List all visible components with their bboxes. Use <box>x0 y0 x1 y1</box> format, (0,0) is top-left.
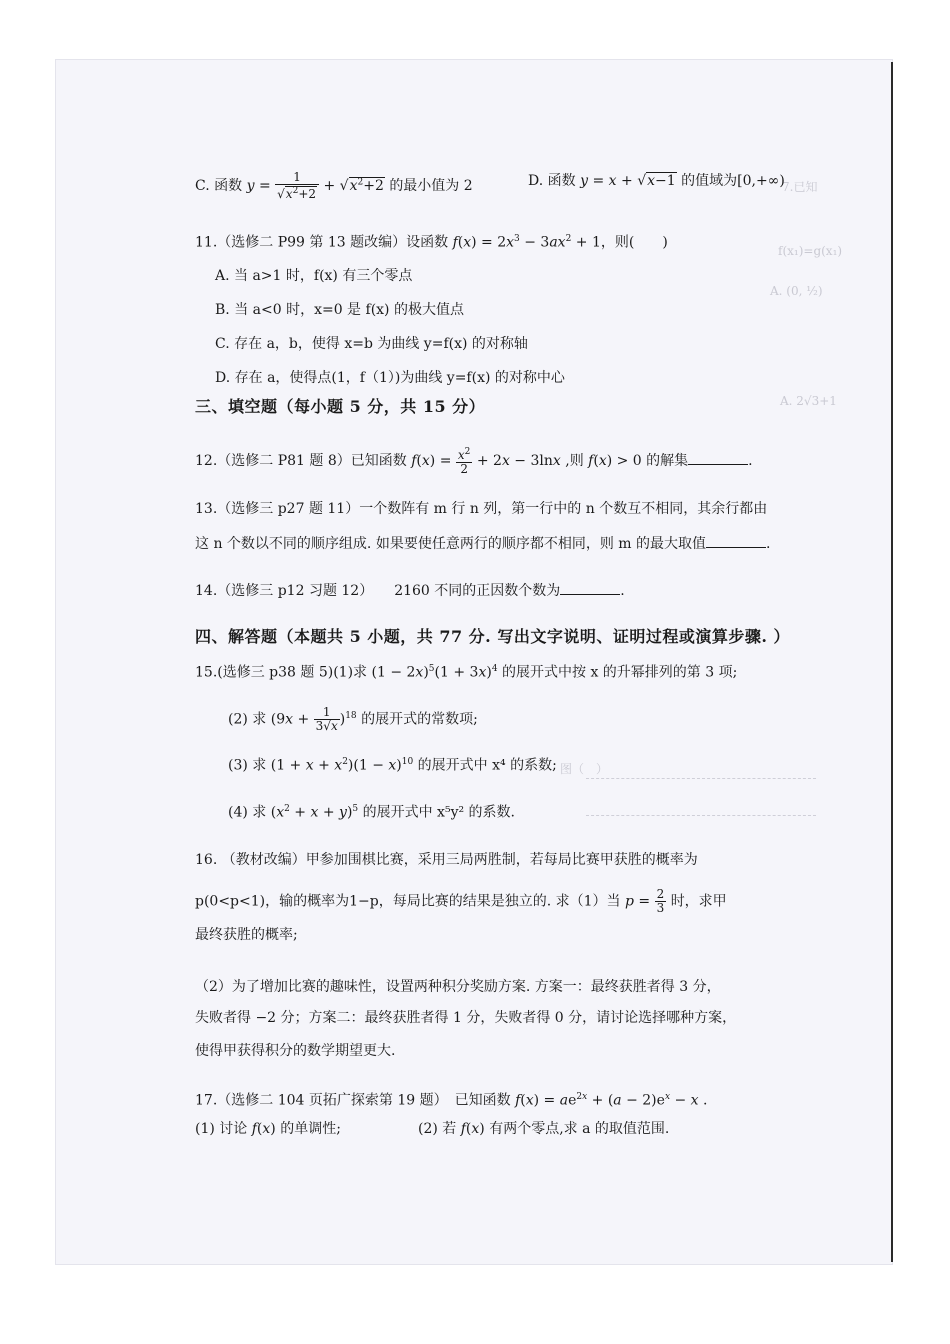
q16-line-6: 使得甲获得积分的数学期望更大. <box>195 1043 396 1059</box>
q16-line-5: 失败者得 −2 分；方案二：最终获胜者得 1 分，失败者得 0 分，请讨论选择哪种方案， <box>195 1010 737 1026</box>
q14: 14.（选修三 p12 习题 12） 2160 不同的正因数个数为 . <box>195 580 625 601</box>
answer-blank[interactable] <box>706 533 766 548</box>
bleed-through-text: f(x₁)=g(x₁) <box>778 244 843 258</box>
bleed-through-figure <box>586 778 816 816</box>
q15-part-2: (2) 求 (9x + $\frac{1}{3√x}$ )$^{18}$ 的展开式的常数项; <box>228 705 478 734</box>
q16-line-2: p(0<p<1)，输的概率为1−p，每局比赛的结果是独立的. 求（1）当 p = $\frac{2}{3}$ 时，求甲 <box>195 887 727 915</box>
q15-part-3: (3) 求 $(1 + x + x^2)(1 - x)^{10}$ 的展开式中 x⁴ 的系数; <box>228 757 557 774</box>
section-heading-fill-in: 三、填空题（每小题 5 分，共 15 分） <box>195 397 486 416</box>
q16-line-4: （2）为了增加比赛的趣味性，设置两种积分奖励方案. 方案一：最终获胜者得 3 分， <box>195 979 721 995</box>
q17-part-1: (1) 讨论 f(x) 的单调性; <box>195 1121 341 1137</box>
answer-blank[interactable] <box>688 450 748 465</box>
q16-line-3: 最终获胜的概率; <box>195 927 298 943</box>
q16-line-1: 16. （教材改编）甲参加围棋比赛，采用三局两胜制，若每局比赛甲获胜的概率为 <box>195 852 698 868</box>
q11-option-b: B. 当 a<0 时，x=0 是 f(x) 的极大值点 <box>215 302 464 318</box>
q11-stem: 11.（选修二 P99 第 13 题改编）设函数 $f(x) = 2x^3 - 3ax^2 + 1$，则( ) <box>195 234 668 251</box>
q11-option-c: C. 存在 a，b，使得 x=b 为曲线 y=f(x) 的对称轴 <box>215 336 528 352</box>
q17-part-2: (2) 若 f(x) 有两个零点,求 a 的取值范围. <box>418 1121 670 1137</box>
q11-option-a: A. 当 a>1 时，f(x) 有三个零点 <box>215 268 413 284</box>
q15-part-4: (4) 求 $(x^2 + x + y)^5$ 的展开式中 x⁵y² 的系数. <box>228 804 515 821</box>
bleed-through-text: A. (0, ½) <box>770 284 823 298</box>
q15-part-1: 15.(选修三 p38 题 5)(1)求 $(1 - 2x)^5(1 + 3x)^4$ 的展开式中按 x 的升幂排列的第 3 项; <box>195 664 738 681</box>
q10-option-c: C. 函数 y = $\frac{1}{√x^2+2}$ + $√x^2+2$ 的最小值为 2 <box>195 170 473 201</box>
q11-option-d: D. 存在 a，使得点(1，f（1）)为曲线 y=f(x) 的对称中心 <box>215 370 565 386</box>
answer-blank[interactable] <box>560 580 620 595</box>
q13-line-1: 13.（选修三 p27 题 11）一个数阵有 m 行 n 列，第一行中的 n 个数互不相同，其余行都由 <box>195 501 768 517</box>
q17-stem: 17.（选修二 104 页拓广探索第 19 题） 已知函数 $f(x) = ae^{2x} + (a - 2)e^x - x$ . <box>195 1092 708 1109</box>
bleed-through-text: 7.已知 <box>782 180 818 194</box>
q10-option-d: D. 函数 y = x + √x−1 的值域为[0,+∞) <box>528 173 785 189</box>
bleed-through-text: A. 2√3+1 <box>780 394 837 408</box>
q12: 12.（选修二 P81 题 8）已知函数 f(x) = $\frac{x^2}{2}$ + 2x − 3lnx ,则 f(x) > 0 的解集 . <box>195 447 753 476</box>
page-edge <box>891 62 893 1262</box>
section-heading-solutions: 四、解答题（本题共 5 小题，共 77 分. 写出文字说明、证明过程或演算步骤. ） <box>195 627 790 646</box>
bleed-through-text: 图（ ） <box>560 762 609 776</box>
q13-line-2: 这 n 个数以不同的顺序组成. 如果要使任意两行的顺序都不相同，则 m 的最大取值 . <box>195 533 770 554</box>
